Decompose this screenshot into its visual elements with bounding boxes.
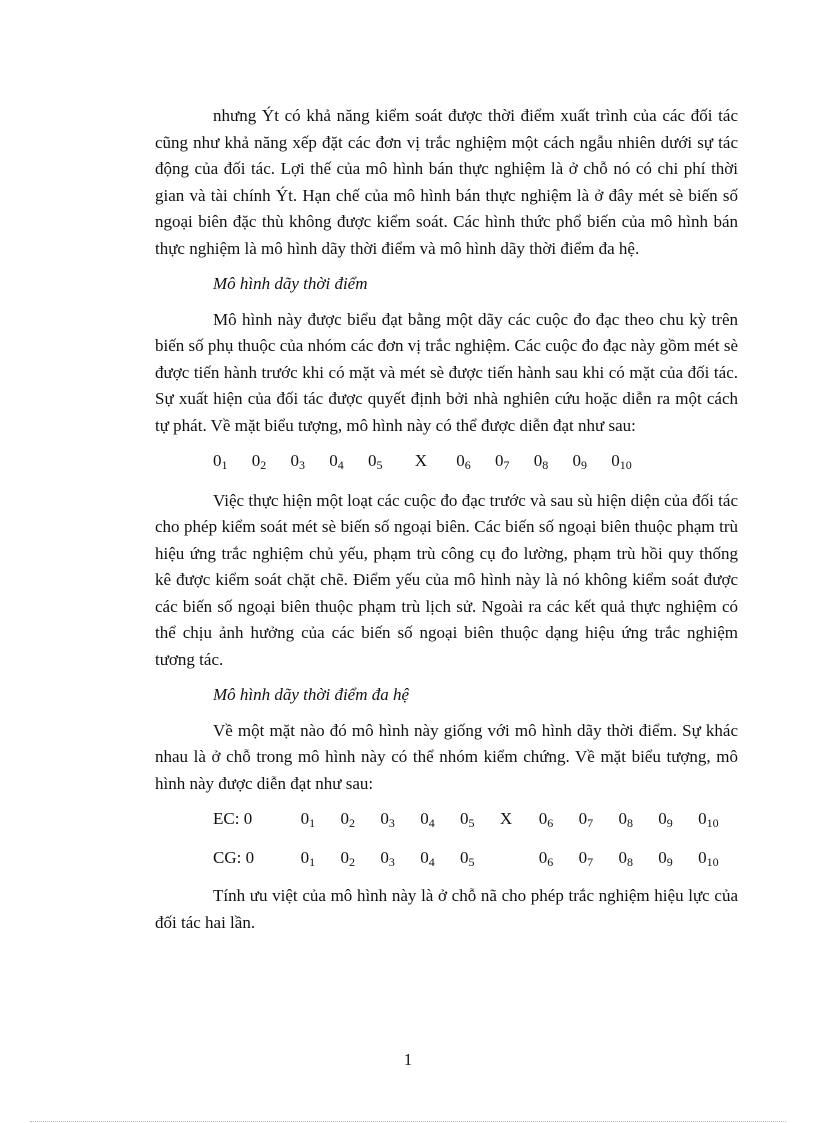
observation-term: $0_3$: [380, 809, 395, 830]
observation-term: $0_5$: [368, 451, 383, 472]
observation-term: $0_6$: [538, 809, 554, 830]
observation-term: $0_9$: [658, 809, 673, 830]
paragraph-1: nhưng Ýt có khả năng kiểm soát được thời điểm xuất trình của các đối tác cũng như khả năng xếp đặt các đơn vị trắc nghiệm một cách ngẫu nhiên dưới sự tác động của đối tác. Lợi thế của mô hình bán thực nghiệm là ở chỗ nó có chi phí thời gian và tài chính Ýt. Hạn chế của mô hình bán thực nghiệm là ở đây mét sè biến số ngoại biên đặc thù không được kiểm soát. Các hình thức phổ biến của mô hình bán thực nghiệm là mô hình dãy thời điểm và mô hình dãy thời điểm đa hệ.: [155, 106, 738, 258]
observation-term: $0_8$: [618, 809, 633, 830]
observation-term: $0_1$: [300, 847, 316, 869]
observation-term: $0_4$: [329, 451, 344, 472]
paragraph-3: Việc thực hiện một loạt các cuộc đo đạc trước và sau sù hiện diện của đối tác cho phép kiểm soát mét sè biến số ngoại biên. Các biến số ngoại biên thuộc phạm trù hiệu ứng trắc nghiệm chủ yếu, phạm trù công cụ đo lường, phạm trù hồi quy thống kê được kiểm soát chặt chẽ. Điểm yếu của mô hình này là nó không kiểm soát được các biến số ngoại biên thuộc phạm trù lịch sử. Ngoài ra các kết quả thực nghiệm có thể chịu ảnh hưởng của các biến số ngoại biên thuộc dạng hiệu ứng trắc nghiệm tương tác.: [155, 490, 738, 669]
paragraph-4: Về một mặt nào đó mô hình này giống với mô hình dãy thời điểm. Sự khác nhau là ở chỗ trong mô hình này có thể nhóm kiểm chứng. Về mặt biểu tượng, mô hình này được diễn đạt như sau:: [155, 720, 738, 793]
observation-term: $0_1$: [213, 451, 228, 472]
page-bottom-divider: [30, 1121, 786, 1122]
observation-term: $0_6$: [538, 847, 554, 869]
observation-term: $0_7$: [578, 847, 594, 869]
observation-term: $0_9$: [658, 847, 673, 869]
paragraph-5: Tính ưu việt của mô hình này là ở chỗ nã cho phép trắc nghiệm hiệu lực của đối tác hai lần.: [155, 886, 738, 932]
observation-term: $0_4$: [420, 809, 435, 830]
page-content: [155, 103, 738, 945]
observation-term: $0_2$: [251, 451, 267, 472]
treatment-marker: X: [414, 451, 428, 470]
observation-term: $0_3$: [290, 451, 305, 472]
observation-term: $0_2$: [340, 847, 356, 869]
observation-term: $0_5$: [460, 847, 475, 869]
observation-term: $0_4$: [420, 847, 435, 869]
observation-term: $0_7$: [578, 809, 594, 830]
observation-term: $0_{10}$: [698, 847, 719, 869]
control-group-row: [213, 845, 738, 876]
observation-term: $0_1$: [300, 809, 316, 830]
observation-term: $0_7$: [495, 451, 510, 472]
observation-term: $0_9$: [572, 451, 588, 472]
observation-term: $0_6$: [456, 451, 471, 472]
time-series-notation: [213, 448, 738, 479]
observation-term: $0_5$: [460, 809, 475, 830]
observation-term: $0_3$: [380, 847, 395, 869]
heading-multi-series-model: Mô hình dãy thời điểm đa hệ: [213, 685, 410, 704]
treatment-marker: X: [499, 809, 513, 828]
observation-term: $0_2$: [340, 809, 356, 830]
experimental-group-row: [213, 806, 738, 837]
observation-term: $0_8$: [618, 847, 633, 869]
observation-term: $0_{10}$: [611, 451, 632, 472]
paragraph-2: Mô hình này được biểu đạt bằng một dãy các cuộc đo đạc theo chu kỳ trên biến số phụ thuộc của nhóm các đơn vị trắc nghiệm. Các cuộc đo đạc này gồm mét sè được tiến hành trước khi có mặt và mét sè được tiến hành sau khi có mặt của đối tác. Sự xuất hiện của đối tác được quyết định bởi nhà nghiên cứu hoặc diễn ra một cách tự phát. Về mặt biểu tượng, mô hình này có thể được diễn đạt như sau:: [155, 309, 738, 435]
cg-label: CG: 0: [213, 847, 255, 867]
observation-term: $0_8$: [533, 451, 549, 472]
ec-label: EC: 0: [213, 809, 253, 828]
page-number: 1: [403, 1050, 413, 1069]
heading-time-series-model: Mô hình dãy thời điểm: [213, 274, 368, 293]
observation-term: $0_{10}$: [698, 809, 719, 830]
